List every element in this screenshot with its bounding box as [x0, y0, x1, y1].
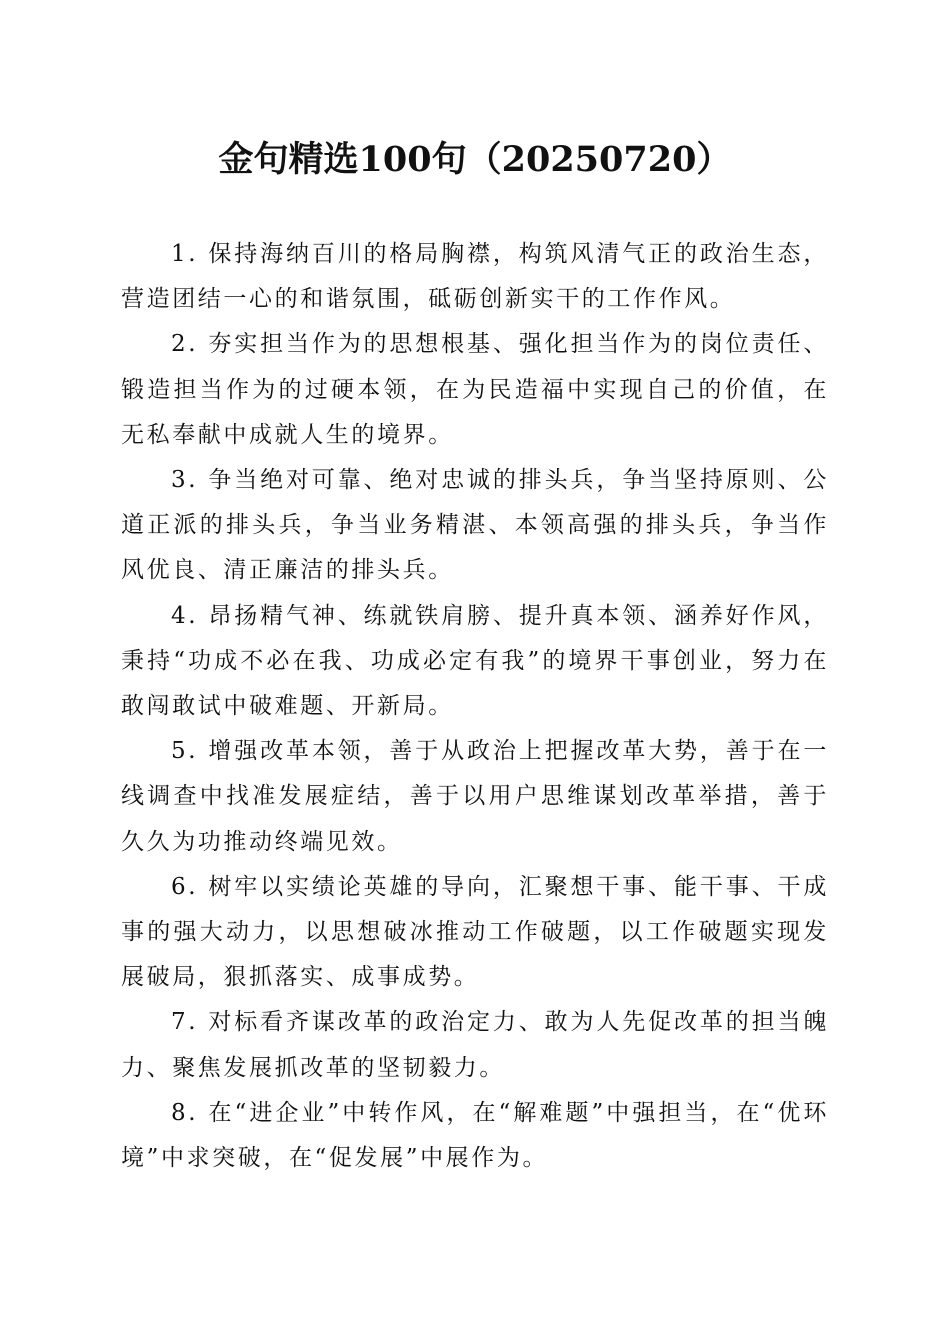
paragraph-3: 3. 争当绝对可靠、绝对忠诚的排头兵，争当坚持原则、公道正派的排头兵，争当业务精湛、本领高强的排头兵，争当作风优良、清正廉洁的排头兵。	[121, 467, 829, 584]
paragraph-8: 8. 在“进企业”中转作风，在“解难题”中强担当，在“优环境”中求突破，在“促发展”中展作为。	[121, 1099, 829, 1172]
paragraph-7: 7. 对标看齐谋改革的政治定力、敢为人先促改革的担当魄力、聚焦发展抓改革的坚韧毅力。	[121, 1009, 829, 1081]
paragraph-6: 6. 树牢以实绩论英雄的导向，汇聚想干事、能干事、干成事的强大动力，以思想破冰推动工作破题，以工作破题实现发展破局，狠抓落实、成事成势。	[121, 873, 829, 991]
page-title: 金句精选100句（20250720）	[218, 139, 732, 180]
paragraph-5: 5. 增强改革本领，善于从政治上把握改革大势，善于在一线调查中找准发展症结，善于以用户思维谋划改革举措，善于久久为功推动终端见效。	[121, 738, 829, 855]
paragraph-4: 4. 昂扬精气神、练就铁肩膀、提升真本领、涵养好作风，秉持“功成不必在我、功成必定有我”的境界干事创业，努力在敢闯敢试中破难题、开新局。	[121, 602, 829, 720]
paragraph-2: 2. 夯实担当作为的思想根基、强化担当作为的岗位责任、锻造担当作为的过硬本领，在为民造福中实现自己的价值，在无私奉献中成就人生的境界。	[121, 331, 829, 448]
document-body	[121, 232, 829, 1181]
paragraph-1: 1. 保持海纳百川的格局胸襟，构筑风清气正的政治生态，营造团结一心的和谐氛围，砥砺创新实干的工作作风。	[121, 241, 829, 313]
